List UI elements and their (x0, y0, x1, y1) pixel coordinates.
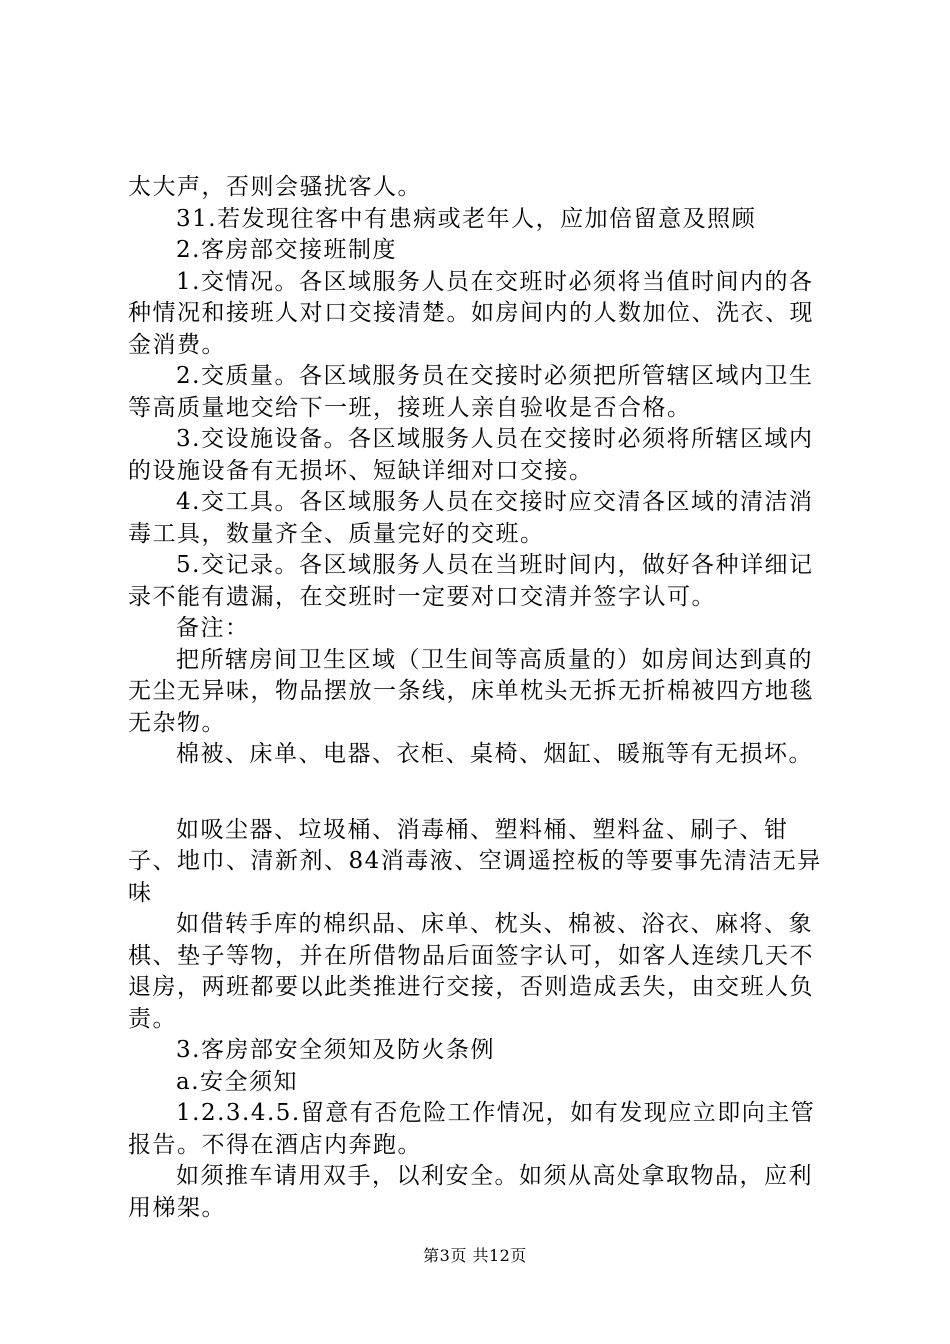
paragraph: 如须推车请用双手，以利安全。如须从高处拿取物品，应利用梯架。 (128, 1163, 813, 1221)
paragraph: 如借转手库的棉织品、床单、枕头、棉被、浴衣、麻将、象棋、垫子等物，并在所借物品后面签字认可，如客人连续几天不退房，两班都要以此类推进行交接，否则造成丢失，由交班人负责。 (128, 911, 814, 1032)
paragraph: 4.交工具。各区域服务人员在交接时应交清各区域的清洁消毒工具，数量齐全、质量完好的交班。 (128, 489, 814, 547)
document-body (128, 172, 828, 1224)
paragraph: 棉被、床单、电器、衣柜、桌椅、烟缸、暖瓶等有无损坏。 (176, 741, 813, 767)
paragraph-spacer (128, 771, 828, 815)
paragraph: 1.2.3.4.5.留意有否危险工作情况，如有发现应立即向主管报告。不得在酒店内奔跑。 (128, 1100, 816, 1158)
paragraph: 如吸尘器、垃圾桶、消毒桶、塑料桶、塑料盆、刷子、钳子、地巾、清新剂、84消毒液、空调遥控板的等要事先清洁无异味 (128, 816, 822, 906)
paragraph: 3.客房部安全须知及防火条例 (176, 1037, 495, 1063)
paragraph: 太大声，否则会骚扰客人。 (128, 174, 422, 200)
paragraph: 1.交情况。各区域服务人员在交班时必须将当值时间内的各种情况和接班人对口交接清楚。如房间内的人数加位、洗衣、现金消费。 (128, 268, 814, 358)
page-footer: 第3页 共12页 (423, 1246, 527, 1265)
paragraph: 把所辖房间卫生区域（卫生间等高质量的）如房间达到真的无尘无异味，物品摆放一条线，床单枕头无拆无折棉被四方地毯无杂物。 (128, 646, 814, 736)
paragraph: 5.交记录。各区域服务人员在当班时间内，做好各种详细记录不能有遗漏，在交班时一定要对口交清并签字认可。 (128, 552, 814, 610)
paragraph: 3.交设施设备。各区域服务人员在交接时必须将所辖区域内的设施设备有无损坏、短缺详细对口交接。 (128, 426, 814, 484)
paragraph: 31.若发现往客中有患病或老年人，应加倍留意及照顾 (176, 205, 757, 232)
paragraph: 2.交质量。各区域服务员在交接时必须把所管辖区域内卫生等高质量地交给下一班，接班人亲自验收是否合格。 (128, 363, 814, 421)
paragraph: 备注： (176, 615, 250, 641)
paragraph: a.安全须知 (176, 1068, 299, 1095)
paragraph: 2.客房部交接班制度 (176, 237, 397, 263)
